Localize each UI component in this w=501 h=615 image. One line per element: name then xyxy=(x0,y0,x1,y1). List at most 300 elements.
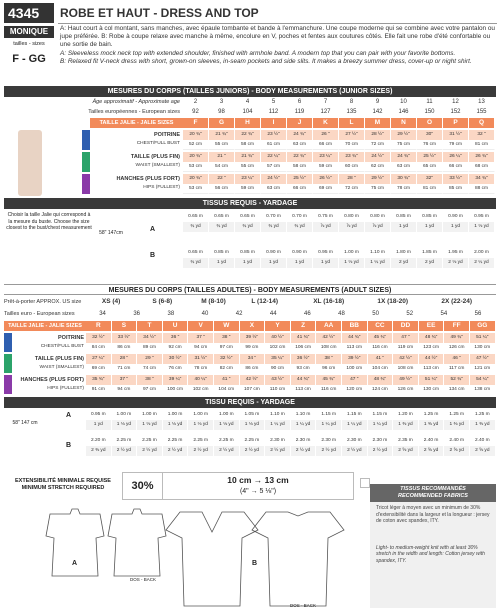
junior-size-letter: O xyxy=(417,118,443,128)
adult-yardage-b-yd: 2 ½ yd xyxy=(188,446,214,456)
adult-measure-cm: 93 cm xyxy=(291,364,317,374)
adult-measure-cm: 126 cm xyxy=(393,385,419,395)
junior-yardage-b-yd: 1 ⅛ yd xyxy=(339,258,365,268)
adult-measure-in: 45 ¾" xyxy=(368,333,394,343)
adult-euro-cell: 44 xyxy=(257,309,291,319)
adult-measure-in: 31 ½" xyxy=(188,354,214,364)
adult-yardage-b-yd: 2 ½ yd xyxy=(342,446,368,456)
junior-measure-in: 25 ½" xyxy=(287,174,313,184)
junior-measure-cm: 59 cm xyxy=(235,184,261,194)
stretch-percent: 30% xyxy=(123,473,163,499)
junior-age-cell: 9 xyxy=(365,97,391,107)
stretch-gauge xyxy=(122,472,354,500)
adult-yardage-b-yd: 2 ⅜ yd xyxy=(86,446,112,456)
adult-measure-in: 37 " xyxy=(112,375,138,385)
junior-measure-in: 20 ¾" xyxy=(183,174,209,184)
adult-row-label-en: CHEST/FULL BUST xyxy=(40,344,84,349)
junior-measure-in: 20 ¾" xyxy=(183,152,209,162)
junior-euro-cell: 104 xyxy=(235,107,261,117)
junior-row-marker xyxy=(82,152,90,172)
adult-measure-cm: 92 cm xyxy=(163,343,189,353)
junior-yardage-a-yd: 1 yd xyxy=(391,222,417,232)
adult-yardage-a-m: 1.05 m xyxy=(240,410,266,420)
junior-measure-in: 26 ½" xyxy=(313,174,339,184)
adult-yardage-b-yd: 2 ½ yd xyxy=(137,446,163,456)
junior-row-marker xyxy=(82,174,90,194)
adult-size-letter: EE xyxy=(419,321,445,331)
adult-yardage-b-m: 2.25 m xyxy=(240,436,266,446)
view-b-label: B xyxy=(252,560,258,567)
junior-yardage-b-m: 1.85 m xyxy=(417,248,443,258)
adult-measure-cm: 113 cm xyxy=(419,364,445,374)
adult-measure-cm: 130 cm xyxy=(419,385,445,395)
junior-age-label: Âge approximatif - Approximate age xyxy=(92,99,180,105)
junior-age-cell: 10 xyxy=(391,97,417,107)
adult-yardage-b-yd: 2 ½ yd xyxy=(265,446,291,456)
junior-yardage-a-m: 0.85 m xyxy=(391,212,417,222)
adult-rtw-label: Prêt-à-porter APPROX. US size xyxy=(4,299,82,305)
adult-measure-in: 35 ¾" xyxy=(86,375,112,385)
fabrics-title xyxy=(370,484,496,502)
adult-yardage-b-m: 2.30 m xyxy=(291,436,317,446)
adult-yardage-b-yd: 2 ½ yd xyxy=(291,446,317,456)
description-en-a: A: Sleeveless mock neck top with extended shoulder, finished with armhole band. A modern top that you can pair with your favorite bottoms. xyxy=(60,49,456,57)
junior-yardage-a-m: 0.80 m xyxy=(339,212,365,222)
junior-measure-in: 21 " xyxy=(209,152,235,162)
junior-euro-cell: 119 xyxy=(287,107,313,117)
junior-measure-in: 26 " xyxy=(313,130,339,140)
junior-yardage-b-m: 0.65 m xyxy=(183,248,209,258)
adult-size-letter: DD xyxy=(393,321,419,331)
adult-measure-in: 35 ¼" xyxy=(265,354,291,364)
adult-yardage-a-m: 1.25 m xyxy=(444,410,470,420)
junior-yardage-b-yd: 2 yd xyxy=(417,258,443,268)
stretch-cm: 10 cm → 13 cm xyxy=(227,475,289,485)
adult-yardage-b-yd: 2 ½ yd xyxy=(214,446,240,456)
junior-yardage-b-m: 2.00 m xyxy=(469,248,495,258)
junior-yardage-note: Choisir la taille Jalie qui correspond à la mesure du buste. Choose the size closest to the bust/chest measurement xyxy=(6,212,92,231)
adult-yardage-a-yd: 1 ¼ yd xyxy=(368,420,394,430)
adult-euro-cell: 48 xyxy=(325,309,359,319)
adult-yardage-a-yd: 1 ⅛ yd xyxy=(214,420,240,430)
adult-measure-in: 39 ½" xyxy=(240,333,266,343)
junior-age-cell: 3 xyxy=(209,97,235,107)
adult-yardage-a-m: 1.00 m xyxy=(163,410,189,420)
junior-age-cell: 7 xyxy=(313,97,339,107)
junior-age-cell: 8 xyxy=(339,97,365,107)
junior-measure-in: 28 " xyxy=(339,174,365,184)
junior-size-letter: K xyxy=(313,118,339,128)
adult-yardage-a-yd: 1 ⅛ yd xyxy=(188,420,214,430)
view-a-back xyxy=(108,509,166,576)
junior-age-cell: 6 xyxy=(287,97,313,107)
junior-measure-in: 29 ½" xyxy=(365,174,391,184)
junior-euro-cell: 142 xyxy=(365,107,391,117)
junior-measure-in: 23 ¾" xyxy=(339,152,365,162)
adult-row-label-fr: TAILLE (PLUS FIN) xyxy=(34,356,84,362)
junior-measure-in: 31 ½" xyxy=(443,130,469,140)
adult-yardage-a-yd: 1 ⅛ yd xyxy=(112,420,138,430)
junior-measure-cm: 62 cm xyxy=(365,162,391,172)
description-en-b: B: Relaxed fit V-neck dress with short, grown-on sleeves, in-seam pockets and side slits. It makes a breezy summer dress, cover-up or night shirt. xyxy=(60,57,472,65)
view-a-label: A xyxy=(72,560,78,567)
junior-measure-cm: 61 cm xyxy=(261,140,287,150)
adult-measure-cm: 130 cm xyxy=(470,343,496,353)
adult-measure-in: 44 ¾" xyxy=(342,333,368,343)
stretch-label xyxy=(8,478,118,492)
junior-fabric-width: 58" 147cm xyxy=(99,230,123,236)
adult-measure-cm: 82 cm xyxy=(214,364,240,374)
adult-measure-cm: 110 cm xyxy=(265,385,291,395)
junior-yardage-a-yd: ¾ yd xyxy=(209,222,235,232)
junior-measure-cm: 58 cm xyxy=(287,162,313,172)
adult-yardage-a-m: 1.00 m xyxy=(112,410,138,420)
adult-measure-cm: 100 cm xyxy=(342,364,368,374)
junior-yardage-b-yd: 1 yd xyxy=(313,258,339,268)
adult-yardage-b-m: 2.30 m xyxy=(316,436,342,446)
junior-yardage-b-yd: 1 ¼ yd xyxy=(365,258,391,268)
adult-size-letter: U xyxy=(163,321,189,331)
description-fr: A: Haut court à col montant, sans manches, avec épaule tombante et bande à l'emmanchure. Une coupe moderne qui se combine avec votre pantalon ou jupe préférée. B: Robe à coupe relaxe avec manche à même, encolure en V, poches et fentes aux coutures côtés. Elle fait une robe d'été confortable ou une sortie de bain. xyxy=(60,25,495,49)
adult-jalie-label: TAILLE JALIE - JALIE SIZES xyxy=(4,321,86,331)
adult-rtw-cell: XL (16-18) xyxy=(291,296,368,307)
junior-age-cell: 13 xyxy=(469,97,495,107)
adult-yardage-a-yd: 1 ⅛ yd xyxy=(163,420,189,430)
adult-measure-cm: 124 cm xyxy=(368,385,394,395)
adult-measure-in: 52 ¾" xyxy=(444,375,470,385)
junior-yardage-b-yd: 1 yd xyxy=(235,258,261,268)
adult-measure-in: 36 ½" xyxy=(291,354,317,364)
adult-measure-in: 49 ½" xyxy=(393,375,419,385)
junior-size-letter: F xyxy=(183,118,209,128)
junior-euro-cell: 92 xyxy=(183,107,209,117)
junior-age-cell: 4 xyxy=(235,97,261,107)
adult-euro-cell: 40 xyxy=(188,309,222,319)
junior-row-label-en: CHEST/FULL BUST xyxy=(136,141,180,146)
adult-size-letter: X xyxy=(240,321,266,331)
adult-yardage-a-m: 1.25 m xyxy=(470,410,496,420)
stretch-label-fr: EXTENSIBILITÉ MINIMALE REQUISE xyxy=(15,478,111,484)
junior-measure-in: 24 ½" xyxy=(365,152,391,162)
adult-row-marker xyxy=(4,354,12,373)
adult-measure-in: 32 ½" xyxy=(214,354,240,364)
junior-size-letter: Q xyxy=(469,118,495,128)
adult-measure-cm: 134 cm xyxy=(444,385,470,395)
junior-yardage-a-m: 0.75 m xyxy=(313,212,339,222)
adult-yardage-b-yd: 2 ⅝ yd xyxy=(419,446,445,456)
adult-measure-cm: 74 cm xyxy=(137,364,163,374)
adult-yardage-b-m: 2.25 m xyxy=(112,436,138,446)
adult-size-letter: Y xyxy=(265,321,291,331)
adult-size-letter: T xyxy=(137,321,163,331)
junior-yardage-b-m: 1.95 m xyxy=(443,248,469,258)
adult-measure-in: 48 ¾" xyxy=(419,333,445,343)
adult-measure-in: 38 " xyxy=(316,354,342,364)
junior-yardage-a-m: 0.65 m xyxy=(235,212,261,222)
adult-yardage-b-yd: 2 ⅝ yd xyxy=(470,446,496,456)
adult-yardage-b-m: 2.40 m xyxy=(470,436,496,446)
junior-euro-cell: 155 xyxy=(469,107,495,117)
junior-row-marker xyxy=(82,130,90,150)
adult-measure-cm: 119 cm xyxy=(393,343,419,353)
junior-measure-in: 33 ½" xyxy=(443,174,469,184)
adult-fabric-width: 58" 147 cm xyxy=(12,420,38,426)
adult-yardage-a-m: 1.15 m xyxy=(342,410,368,420)
adult-measure-cm: 97 cm xyxy=(214,343,240,353)
adult-yardage-b-m: 2.20 m xyxy=(86,436,112,446)
junior-euro-cell: 135 xyxy=(339,107,365,117)
adult-measure-in: 51 ¼" xyxy=(419,375,445,385)
adult-measure-cm: 116 cm xyxy=(368,343,394,353)
view-b-back xyxy=(252,512,344,606)
junior-measure-in: 29 ½" xyxy=(391,130,417,140)
junior-measure-in: 22 ¾" xyxy=(235,130,261,140)
junior-yardage-a-yd: 1 yd xyxy=(443,222,469,232)
adult-measure-in: 42 ½" xyxy=(316,333,342,343)
adult-measure-in: 47 ½" xyxy=(470,354,496,364)
adult-row-label-fr: HANCHES (PLUS FORT) xyxy=(20,377,84,383)
pattern-number: 4345 xyxy=(4,3,54,23)
junior-measure-in: 23 ¼" xyxy=(235,174,261,184)
adult-measure-cm: 86 cm xyxy=(240,364,266,374)
junior-measure-in: 24 ¾" xyxy=(287,130,313,140)
junior-measure-in: 27 ½" xyxy=(339,130,365,140)
technical-drawings xyxy=(20,506,360,612)
adult-measure-in: 39 ½" xyxy=(342,354,368,364)
adult-yardage-b-yd: 2 ½ yd xyxy=(112,446,138,456)
adult-euro-cell: 36 xyxy=(120,309,154,319)
junior-silhouette xyxy=(18,130,42,196)
adult-row-marker xyxy=(4,333,12,352)
junior-yardage-b-m: 1.80 m xyxy=(391,248,417,258)
adult-yardage-b-yd: 2 ⅝ yd xyxy=(444,446,470,456)
adult-yardage-a-yd: 1 ¼ yd xyxy=(316,420,342,430)
junior-size-letter: N xyxy=(391,118,417,128)
adult-measure-cm: 120 cm xyxy=(342,385,368,395)
adult-measure-cm: 94 cm xyxy=(188,343,214,353)
junior-yardage-a-m: 0.85 m xyxy=(417,212,443,222)
adult-size-letter: W xyxy=(214,321,240,331)
adult-measure-cm: 99 cm xyxy=(240,343,266,353)
fabrics-fr: Tricot léger à moyen avec un minimum de 30% d'extensibilité dans la largeur et la longueur : jersey de coton avec spandex, ITY. xyxy=(376,505,490,524)
junior-yardage-b-m: 1.00 m xyxy=(339,248,365,258)
adult-euro-cell: 50 xyxy=(359,309,393,319)
junior-yardage-a-yd: ⅞ yd xyxy=(339,222,365,232)
adult-measure-cm: 113 cm xyxy=(291,385,317,395)
adult-measure-in: 41 " xyxy=(368,354,394,364)
adult-measure-in: 29 " xyxy=(137,354,163,364)
junior-measure-cm: 63 cm xyxy=(287,140,313,150)
junior-view-a: A xyxy=(150,226,156,233)
junior-age-cell: 5 xyxy=(261,97,287,107)
adult-yardage-b-yd: 2 ⅝ yd xyxy=(393,446,419,456)
junior-measure-in: 23 ½" xyxy=(261,130,287,140)
adult-measure-in: 45 ¾" xyxy=(316,375,342,385)
adult-euro-cell: 54 xyxy=(427,309,461,319)
adult-rtw-cell: 1X (18-20) xyxy=(368,296,419,307)
adult-measure-in: 44 ½" xyxy=(419,354,445,364)
adult-yardage-b-m: 2.35 m xyxy=(393,436,419,446)
adult-yardage-a-yd: 1 ⅛ yd xyxy=(137,420,163,430)
adult-yardage-a-yd: 1 ⅜ yd xyxy=(470,420,496,430)
adult-measure-in: 40 ½" xyxy=(265,333,291,343)
junior-measure-in: 21 ¾" xyxy=(209,130,235,140)
junior-measure-cm: 66 cm xyxy=(313,140,339,150)
junior-age-cell: 2 xyxy=(183,97,209,107)
adult-measure-cm: 117 cm xyxy=(444,364,470,374)
junior-euro-label: Tailles européennes - European sizes xyxy=(88,109,180,115)
stretch-arrow-icon xyxy=(360,478,370,488)
fabrics-title-fr: TISSUS RECOMMANDÉS xyxy=(400,486,466,492)
adult-measure-in: 37 " xyxy=(188,333,214,343)
junior-measure-cm: 60 cm xyxy=(339,162,365,172)
junior-euro-cell: 150 xyxy=(417,107,443,117)
junior-measure-cm: 55 cm xyxy=(235,162,261,172)
pattern-title: ROBE ET HAUT - DRESS AND TOP xyxy=(60,6,259,20)
adult-yardage-a-yd: 1 ⅛ yd xyxy=(240,420,266,430)
adult-measure-cm: 91 cm xyxy=(86,385,112,395)
adult-yardage-a-yd: 1 ¼ yd xyxy=(265,420,291,430)
adult-measure-cm: 90 cm xyxy=(265,364,291,374)
adult-measure-in: 54 ¼" xyxy=(470,375,496,385)
adult-euro-cell: 52 xyxy=(393,309,427,319)
adult-yardage-a-m: 1.20 m xyxy=(393,410,419,420)
junior-measure-cm: 66 cm xyxy=(287,184,313,194)
adult-rtw-cell: XS (4) xyxy=(86,296,137,307)
adult-measure-cm: 126 cm xyxy=(444,343,470,353)
junior-measure-cm: 69 cm xyxy=(313,184,339,194)
junior-yardage-a-m: 0.65 m xyxy=(183,212,209,222)
adult-measure-cm: 78 cm xyxy=(188,364,214,374)
view-b-back-label: DOS - BACK xyxy=(290,603,317,608)
junior-yardage-a-yd: ¾ yd xyxy=(261,222,287,232)
recommended-fabrics xyxy=(370,484,496,608)
adult-measure-cm: 94 cm xyxy=(112,385,138,395)
size-range: F - GG xyxy=(12,53,46,65)
junior-yardage-a-yd: ¾ yd xyxy=(287,222,313,232)
junior-measure-cm: 58 cm xyxy=(235,140,261,150)
junior-measure-in: 22 ¼" xyxy=(261,152,287,162)
junior-measure-in: 32 " xyxy=(469,130,495,140)
adult-yardage-b-m: 2.40 m xyxy=(419,436,445,446)
junior-measure-cm: 56 cm xyxy=(209,184,235,194)
adult-yardage-b-yd: 2 ½ yd xyxy=(316,446,342,456)
adult-euro-cell: 34 xyxy=(86,309,120,319)
junior-measure-cm: 76 cm xyxy=(417,140,443,150)
adult-yardage-b-m: 2.25 m xyxy=(214,436,240,446)
junior-yardage-a-m: 0.65 m xyxy=(209,212,235,222)
adult-section-title: MESURES DU CORPS (TAILLES ADULTES) - BODY MEASUREMENTS (ADULT SIZES) xyxy=(4,284,496,295)
adult-yardage-b-m: 2.25 m xyxy=(163,436,189,446)
junior-measure-cm: 59 cm xyxy=(313,162,339,172)
junior-euro-cell: 127 xyxy=(313,107,339,117)
adult-measure-cm: 104 cm xyxy=(214,385,240,395)
junior-size-letter: M xyxy=(365,118,391,128)
adult-measure-in: 32 ½" xyxy=(86,333,112,343)
junior-size-letter: J xyxy=(287,118,313,128)
adult-measure-cm: 121 cm xyxy=(470,364,496,374)
junior-measure-cm: 65 cm xyxy=(417,162,443,172)
adult-measure-in: 46 " xyxy=(444,354,470,364)
stretch-in: (4" → 5 ⅛") xyxy=(239,488,277,495)
adult-measure-cm: 108 cm xyxy=(316,343,342,353)
junior-measure-cm: 55 cm xyxy=(209,140,235,150)
junior-measure-cm: 53 cm xyxy=(183,162,209,172)
junior-row-label-fr: POITRINE xyxy=(154,132,180,138)
adult-yardage-a-yd: 1 ¼ yd xyxy=(291,420,317,430)
junior-size-letter: L xyxy=(339,118,365,128)
junior-measure-cm: 81 cm xyxy=(417,184,443,194)
adult-measure-in: 38 " xyxy=(214,333,240,343)
adult-measure-in: 51 ¼" xyxy=(470,333,496,343)
adult-yardage-a-m: 1.15 m xyxy=(368,410,394,420)
adult-row-label-fr: POITRINE xyxy=(58,335,84,341)
junior-measure-cm: 72 cm xyxy=(365,140,391,150)
junior-yardage-a-yd: ¾ yd xyxy=(235,222,261,232)
adult-size-letter: S xyxy=(112,321,138,331)
junior-yardage-a-m: 0.90 m xyxy=(443,212,469,222)
adult-measure-in: 48 ¾" xyxy=(368,375,394,385)
adult-measure-in: 28 " xyxy=(112,354,138,364)
junior-yardage-a-yd: ⅞ yd xyxy=(313,222,339,232)
junior-row-label-fr: HANCHES (PLUS FORT) xyxy=(116,176,180,182)
junior-measure-cm: 79 cm xyxy=(443,140,469,150)
adult-row-label-en: HIPS (FULLEST) xyxy=(47,386,84,391)
junior-yardage-b-yd: 1 yd xyxy=(287,258,313,268)
junior-yardage-title: TISSUS REQUIS - YARDAGE xyxy=(4,198,496,209)
junior-yardage-a-m: 0.70 m xyxy=(287,212,313,222)
junior-measure-in: 20 ¾" xyxy=(183,130,209,140)
junior-yardage-b-m: 1.10 m xyxy=(365,248,391,258)
junior-measure-in: 28 ½" xyxy=(365,130,391,140)
adult-yardage-a-yd: 1 ⅜ yd xyxy=(444,420,470,430)
view-b-front xyxy=(166,512,258,606)
junior-yardage-a-m: 0.70 m xyxy=(261,212,287,222)
adult-measure-cm: 108 cm xyxy=(393,364,419,374)
junior-yardage-a-m: 0.80 m xyxy=(365,212,391,222)
adult-yardage-b-m: 2.25 m xyxy=(188,436,214,446)
junior-measure-cm: 81 cm xyxy=(469,140,495,150)
junior-measure-cm: 52 cm xyxy=(183,140,209,150)
junior-measure-cm: 78 cm xyxy=(391,184,417,194)
junior-yardage-a-m: 0.95 m xyxy=(469,212,495,222)
description xyxy=(60,25,496,66)
junior-euro-cell: 146 xyxy=(391,107,417,117)
adult-measure-cm: 106 cm xyxy=(291,343,317,353)
adult-yardage-a-m: 1.00 m xyxy=(214,410,240,420)
adult-yardage-a-m: 1.00 m xyxy=(137,410,163,420)
adult-measure-in: 39 ¼" xyxy=(163,375,189,385)
junior-measure-cm: 85 cm xyxy=(443,184,469,194)
junior-measure-cm: 57 cm xyxy=(261,162,287,172)
adult-yardage-b-yd: 2 ½ yd xyxy=(163,446,189,456)
adult-measure-in: 42 ½" xyxy=(240,375,266,385)
adult-size-letter: Z xyxy=(291,321,317,331)
adult-rtw-cell: S (6-8) xyxy=(137,296,188,307)
junior-age-cell: 11 xyxy=(417,97,443,107)
adult-measure-in: 44 ¾" xyxy=(291,375,317,385)
junior-yardage-b-yd: 2 ¼ yd xyxy=(469,258,495,268)
junior-section-title: MESURES DU CORPS (TAILLES JUNIORS) - BODY MEASUREMENTS (JUNIOR SIZES) xyxy=(4,86,496,97)
junior-measure-cm: 72 cm xyxy=(339,184,365,194)
adult-measure-in: 34 ½" xyxy=(137,333,163,343)
adult-size-letter: V xyxy=(188,321,214,331)
header-divider xyxy=(58,23,497,24)
junior-measure-in: 22 ¾" xyxy=(287,152,313,162)
junior-measure-in: 22 " xyxy=(209,174,235,184)
junior-yardage-b-m: 0.90 m xyxy=(261,248,287,258)
junior-measure-in: 24 ¾" xyxy=(391,152,417,162)
